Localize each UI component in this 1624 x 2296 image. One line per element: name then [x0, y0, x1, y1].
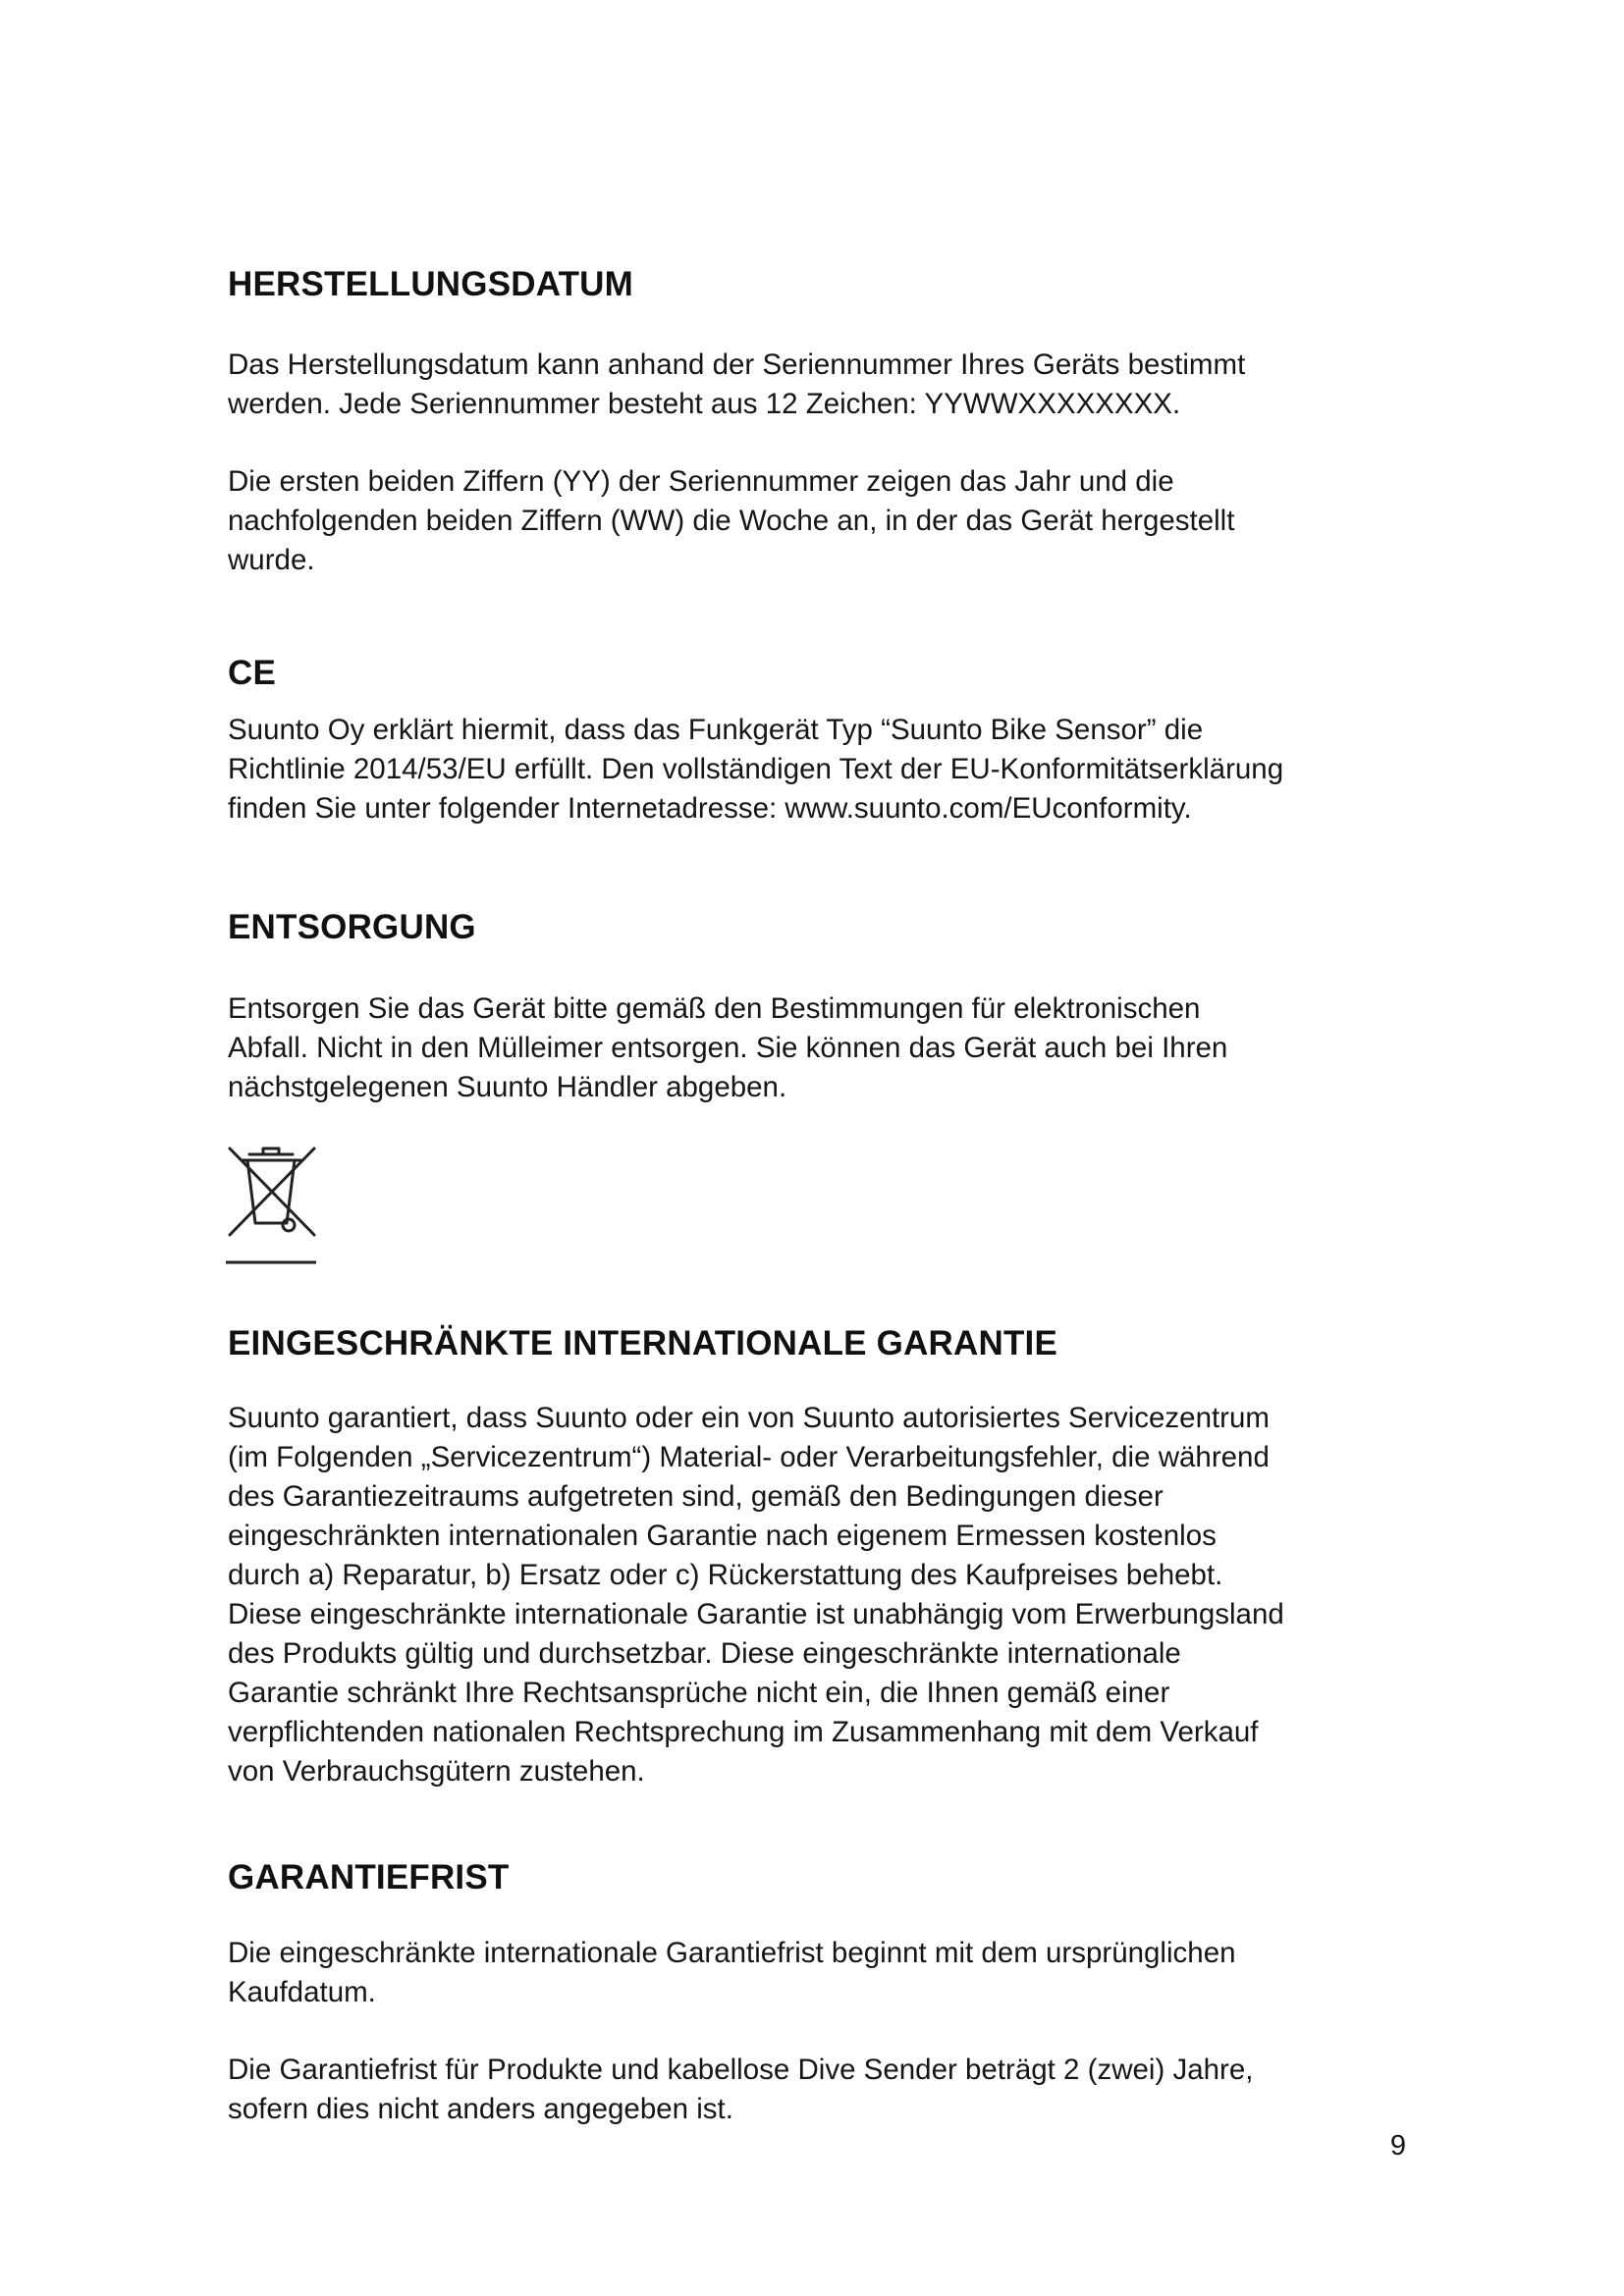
text-line: durch a) Reparatur, b) Ersatz oder c) Rückerstattung des Kaufpreises behebt.	[228, 1559, 1223, 1591]
section-warranty	[228, 1324, 1426, 1363]
text-line: werden. Jede Seriennummer besteht aus 12 Zeichen: YYWWXXXXXXXX.	[228, 388, 1181, 420]
ce-paragraph	[228, 711, 1426, 828]
text-line: Die ersten beiden Ziffern (YY) der Seriennummer zeigen das Jahr und die	[228, 465, 1174, 498]
text-line: finden Sie unter folgender Internetadresse: www.suunto.com/EUconformity.	[228, 792, 1192, 825]
text-line: nachfolgenden beiden Ziffern (WW) die Woche an, in der das Gerät hergestellt	[228, 505, 1235, 537]
heading-warranty-period: GARANTIEFRIST	[228, 1858, 510, 1896]
text-line: eingeschränkten internationalen Garantie nach eigenem Ermessen kostenlos	[228, 1520, 1217, 1552]
text-line: Die eingeschränkte internationale Garantiefrist beginnt mit dem ursprünglichen	[228, 1937, 1236, 1969]
crossed-out-wheelie-bin-icon	[224, 1137, 318, 1270]
text-line: Abfall. Nicht in den Mülleimer entsorgen. Sie können das Gerät auch bei Ihren	[228, 1032, 1228, 1064]
text-line: Entsorgen Sie das Gerät bitte gemäß den Bestimmungen für elektronischen	[228, 992, 1201, 1025]
text-line: des Garantiezeitraums aufgetreten sind, gemäß den Bedingungen dieser	[228, 1480, 1164, 1513]
text-line: nächstgelegenen Suunto Händler abgeben.	[228, 1071, 787, 1103]
text-line: Diese eingeschränkte internationale Garantie ist unabhängig vom Erwerbungsland	[228, 1598, 1284, 1630]
disposal-paragraph	[228, 989, 1426, 1107]
text-line: (im Folgenden „Servicezentrum“) Material- oder Verarbeitungsfehler, die während	[228, 1441, 1270, 1473]
text-line: von Verbrauchsgütern zustehen.	[228, 1755, 645, 1788]
section-ce	[228, 654, 1426, 693]
warranty-period-paragraph-2	[228, 2051, 1426, 2129]
section-manufacture-date	[228, 265, 1426, 304]
text-line: des Produkts gültig und durchsetzbar. Diese eingeschränkte internationale	[228, 1637, 1181, 1670]
section-warranty-period	[228, 1858, 1426, 1897]
text-line: Garantie schränkt Ihre Rechtsansprüche nicht ein, die Ihnen gemäß einer	[228, 1677, 1170, 1709]
text-line: sofern dies nicht anders angegeben ist.	[228, 2093, 733, 2125]
heading-manufacture-date: HERSTELLUNGSDATUM	[228, 265, 634, 303]
text-line: Das Herstellungsdatum kann anhand der Seriennummer Ihres Geräts bestimmt	[228, 348, 1246, 381]
heading-warranty: EINGESCHRÄNKTE INTERNATIONALE GARANTIE	[228, 1324, 1058, 1362]
warranty-period-paragraph-1	[228, 1934, 1426, 2012]
text-line: Suunto Oy erklärt hiermit, dass das Funkgerät Typ “Suunto Bike Sensor” die	[228, 714, 1204, 746]
text-line: Die Garantiefrist für Produkte und kabellose Dive Sender beträgt 2 (zwei) Jahre,	[228, 2054, 1254, 2086]
heading-ce: CE	[228, 654, 277, 692]
heading-disposal: ENTSORGUNG	[228, 908, 476, 946]
text-line: Richtlinie 2014/53/EU erfüllt. Den vollständigen Text der EU-Konformitätserklärung	[228, 753, 1284, 785]
warranty-paragraph	[228, 1399, 1426, 1791]
section-disposal	[228, 908, 1426, 947]
text-line: Suunto garantiert, dass Suunto oder ein von Suunto autorisiertes Servicezentrum	[228, 1402, 1270, 1434]
text-line: wurde.	[228, 544, 315, 576]
manufacture-paragraph-1	[228, 346, 1426, 424]
text-line: verpflichtenden nationalen Rechtsprechung im Zusammenhang mit dem Verkauf	[228, 1716, 1259, 1748]
page-number: 9	[1389, 2130, 1406, 2162]
manufacture-paragraph-2	[228, 462, 1426, 580]
text-line: Kaufdatum.	[228, 1976, 376, 2008]
